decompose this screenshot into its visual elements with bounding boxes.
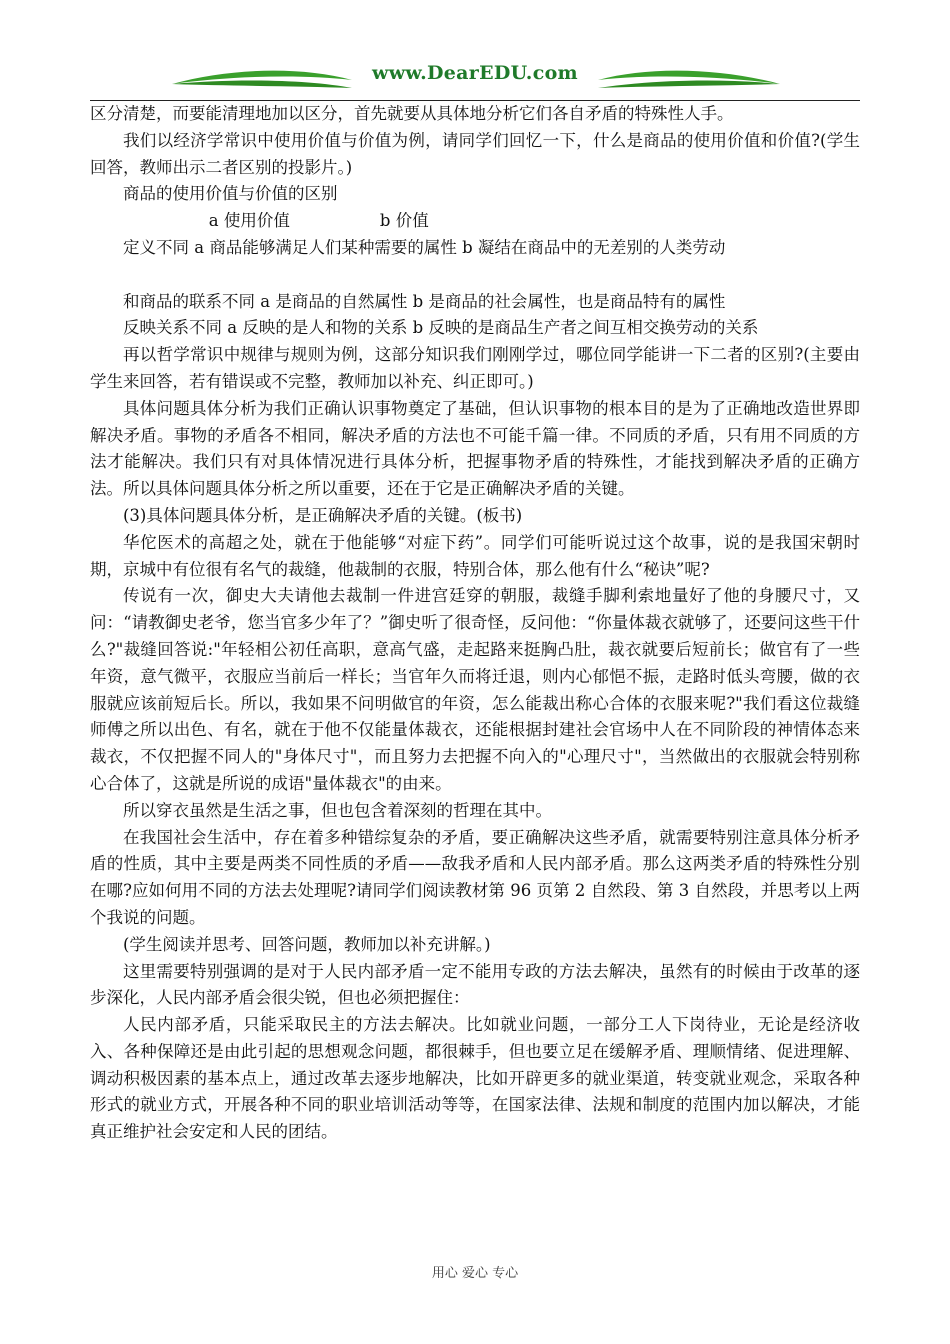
document-body [90, 101, 860, 1146]
paragraph: 具体问题具体分析为我们正确认识事物奠定了基础，但认识事物的根本目的是为了正确地改造世界即解决矛盾。事物的矛盾各不相同，解决矛盾的方法也不可能千篇一律。不同质的矛盾，只有用不同质的方法才能解决。我们只有对具体情况进行具体分析，把握事物矛盾的特殊性，才能找到解决矛盾的正确方法。所以具体问题具体分析之所以重要，还在于它是正确解决矛盾的关键。 [90, 398, 860, 499]
paragraph: 所以穿衣虽然是生活之事，但也包含着深刻的哲理在其中。 [123, 800, 552, 820]
paragraph: 区分清楚，而要能清理地加以区分，首先就要从具体地分析它们各自矛盾的特殊性人手。 [90, 104, 734, 123]
site-header [90, 58, 860, 100]
paragraph: 再以哲学常识中规律与规则为例，这部分知识我们刚刚学过，哪位同学能讲一下二者的区别?(主要由学生来回答，若有错误或不完整，教师加以补充、纠正即可。) [90, 345, 860, 391]
paragraph: 我们以经济学常识中使用价值与价值为例，请同学们回忆一下，什么是商品的使用价值和价值?(学生回答，教师出示二者区别的投影片。) [90, 130, 860, 177]
paragraph: 这里需要特别强调的是对于人民内部矛盾一定不能用专政的方法去解决，虽然有的时候由于改革的逐步深化，人民内部矛盾会很尖锐，但也必须把握住： [90, 961, 860, 1008]
page-footer: 用心 爱心 专心 [431, 1266, 519, 1281]
table-row: 反映关系不同 a 反映的是人和物的关系 b 反映的是商品生产者之间互相交换劳动的关系 [123, 318, 759, 338]
paragraph: (学生阅读并思考、回答问题，教师加以补充讲解。) [123, 934, 491, 954]
table-row: 和商品的联系不同 a 是商品的自然属性 b 是商品的社会属性，也是商品特有的属性 [123, 291, 726, 311]
table-header-row [90, 208, 860, 235]
board-note: (3)具体问题具体分析，是正确解决矛盾的关键。(板书) [123, 505, 523, 525]
site-brand-logo[interactable]: www.DearEDU.com [372, 62, 578, 84]
table-col-b: b 价值 [379, 211, 429, 231]
table-caption: 商品的使用价值与价值的区别 [123, 184, 338, 204]
paragraph: 人民内部矛盾，只能采取民主的方法去解决。比如就业问题，一部分工人下岗待业，无论是经济收入、各种保障还是由此引起的思想观念问题，都很棘手，但也要立足在缓解矛盾、理顺情绪、促进理解、调动积极因素的基本点上，通过改革去逐步地解决，比如开辟更多的就业渠道，转变就业观念，采取各种形式的就业方式，开展各种不同的职业培训活动等等，在国家法律、法规和制度的范围内加以解决，才能真正维护社会安定和人民的团结。 [90, 1015, 860, 1142]
table-col-a: a 使用价值 [208, 211, 290, 231]
paragraph: 华佗医术的高超之处，就在于他能够“对症下药”。同学们可能听说过这个故事，说的是我国宋朝时期，京城中有位很有名气的裁缝，他裁制的衣服，特别合体，那么他有什么“秘诀”呢? [90, 532, 860, 579]
table-row: 定义不同 a 商品能够满足人们某种需要的属性 b 凝结在商品中的无差别的人类劳动 [123, 237, 726, 257]
paragraph: 传说有一次，御史大夫请他去裁制一件进宫廷穿的朝服，裁缝手脚利索地量好了他的身腰尺寸，又问：“请教御史老爷，您当官多少年了？”御史听了很奇怪，反问他：“你量体裁衣就够了，还要问这些干什么?"裁缝回答说:"年轻相公初任高职，意高气盛，走起路来挺胸凸肚，裁衣就要后短前长；做官有了一些年资，意气微平，衣服应当前后一样长；当官年久而将迁退，则内心郁悒不振，走路时低头弯腰，做的衣服就应该前短后长。所以，我如果不问明做官的年资，怎么能裁出称心合体的衣服来呢?"我们看这位裁缝师傅之所以出色、有名，就在于他不仅能量体裁衣，还能根据封建社会官场中人在不同阶段的神情体态来裁衣，不仅把握不同人的"身体尺寸"，而且努力去把握不向入的"心理尺寸"，当然做出的衣服就会特别称心合体了，这就是所说的成语"量体裁衣"的由来。 [90, 586, 860, 793]
paragraph: 在我国社会生活中，存在着多种错综复杂的矛盾，要正确解决这些矛盾，就需要特别注意具体分析矛盾的性质，其中主要是两类不同性质的矛盾——敌我矛盾和人民内部矛盾。那么这两类矛盾的特殊性分别在哪?应如何用不同的方法去处理呢?请同学们阅读教材第 96 页第 2 自然段、第 3 自然段，并思考以上两个我说的问题。 [90, 827, 860, 927]
